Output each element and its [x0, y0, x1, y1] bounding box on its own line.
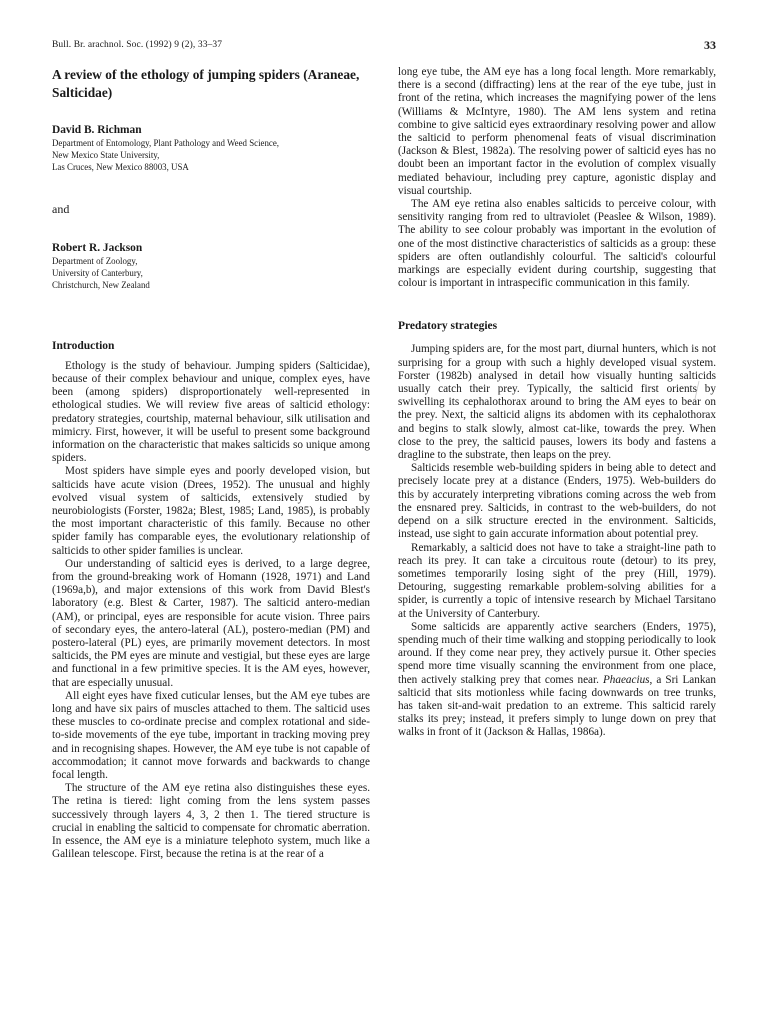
body-paragraph: Our understanding of salticid eyes is derived, to a large degree, from the ground-breaking work of Homann (1928, 1971) and Land (1969a,b), and major extensions of this work from David Blest's laboratory (e.g. Blest & Carter, 1987). The salticid antero-median (AM), or principal, eyes are responsible for acute vision. Three pairs of secondary eyes, the antero-lateral (AL), postero-median (PM) and postero-lateral (PL) eyes, are primarily movement detectors. In most salticids, the PM eyes are minute and vestigial, but these eyes are large and functional in a few primitive species. It is the AM eyes, however, that are especially unusual.: [52, 557, 370, 689]
right-column: [398, 66, 716, 740]
scan-mark-decoration: [694, 380, 700, 400]
body-paragraph: Most spiders have simple eyes and poorly developed vision, but salticids have acute vision (Drees, 1952). The unusual and highly evolved visual system of salticids, extensively studied by neurobiologists (Forster, 1982a; Blest, 1985; Land, 1985), is probably the most important characteristic of this family. Because no other spider family has comparable eyes, the evolutionary relationship of salticids to other spider families is unclear.: [52, 465, 370, 557]
article-title: A review of the ethology of jumping spiders (Araneae, Salticidae): [52, 67, 360, 100]
page-number: 33: [704, 38, 716, 52]
body-paragraph: The AM eye retina also enables salticids to perceive colour, with sensitivity ranging from red to ultraviolet (Peaslee & Wilson, 1989). The ability to see colour probably was important in the evolution of one of the most distinctive characteristics of salticids as a group: these spiders are often outlandishly colourful. The salticid's colourful markings are especially evident during courtship, suggesting that colour is important in intraspecific communication in this family.: [398, 198, 716, 290]
affiliation-line: Christchurch, New Zealand: [52, 279, 150, 290]
affiliation-line: Department of Zoology,: [52, 256, 138, 267]
body-paragraph: Ethology is the study of behaviour. Jumping spiders (Salticidae), because of their complex behaviour and unique, complex eyes, have been (among spiders) disproportionately well-represented in ethological studies. We will review five areas of salticid ethology: predatory strategies, courtship, maternal behaviour, silk utilisation and mimicry. First, however, it will be useful to present some background information on the characteristic that makes salticids so unique among spiders.: [52, 359, 370, 465]
body-paragraph-continued: long eye tube, the AM eye has a long focal length. More remarkably, there is a second (diffracting) lens at the rear of the eye tube, just in front of the retina, which increases the magnifying power of the lens (Williams & McIntyre, 1980). The AM lens system and retina combine to give salticid eyes extraordinary resolving power and allow the salticid to perform phenomenal feats of visual discrimination (Jackson & Blest, 1982a). The resolving power of salticid eyes has no doubt been an important factor in the evolution of complex visually mediated behaviour, including prey capture, agonistic display and visual courtship.: [398, 66, 716, 197]
author-conjunction: and: [52, 202, 70, 217]
paragraph-text: Some salticids are apparently active searchers (Enders, 1975), spending much of their time walking and stopping periodically to look around. If they come near prey, they actively pursue it. Other species spend more time visually scanning the environment from one place, then actively stalking prey that comes near.: [398, 620, 716, 686]
body-paragraph: [398, 621, 716, 740]
author-name-1: David B. Richman: [52, 124, 142, 136]
affiliation-line: University of Canterbury,: [52, 268, 143, 279]
author-affiliation-2: [52, 256, 370, 291]
left-column: [52, 66, 370, 862]
body-paragraph: Remarkably, a salticid does not have to take a straight-line path to reach its prey. It can take a circuitous route (detour) to its prey, sometimes temporarily losing sight of the prey (Hill, 1979). Detouring, suggesting remarkable problem-solving abilities for a spider, is currently a topic of intensive research by Michael Tarsitano at the University of Canterbury.: [398, 541, 716, 620]
genus-name-italic: Phaeacius: [602, 673, 650, 686]
body-paragraph: All eight eyes have fixed cuticular lenses, but the AM eye tubes are long and have six pairs of muscles attached to them. The salticid uses these muscles to co-ordinate precise and complex rotational and side-to-side movements of the eye tube, important in tracking moving prey and in recognising shapes. However, the AM eye tube is not capable of accommodation; it cannot move forwards and backwards to change focal length.: [52, 689, 370, 782]
journal-reference: Bull. Br. arachnol. Soc. (1992) 9 (2), 33–37: [52, 40, 223, 50]
paragraph-text: , a Sri Lankan salticid that sits motionless while facing downwards on tree trunks, has taken sit-and-wait predation to an extreme. This salticid rarely stalks its prey; instead, it prefers simply to lunge down on prey that walks in front of it (Jackson & Hallas, 1986a).: [398, 673, 716, 739]
section-heading-introduction: Introduction: [52, 339, 115, 352]
section-heading-predatory-strategies: Predatory strategies: [398, 320, 498, 333]
affiliation-line: Las Cruces, New Mexico 88003, USA: [52, 161, 189, 172]
affiliation-line: New Mexico State University,: [52, 149, 160, 160]
body-paragraph: Salticids resemble web-building spiders in being able to detect and precisely locate prey at a distance (Enders, 1975). Web-builders do this by accurately interpreting vibrations coming across the web from the ensnared prey. Salticids, in contrast to the web-builders, do not depend on a silk structure erected in the environment. Salticids, instead, use sight to gain accurate information about potential prey.: [398, 462, 716, 541]
body-paragraph: The structure of the AM eye retina also distinguishes these eyes. The retina is tiered: light coming from the lens system passes successively through layers 4, 3, 2 then 1. The tiered structure is crucial in enabling the salticid to compensate for chromatic aberration. In essence, the AM eye is a miniature telephoto system, much like a Galilean telescope. First, because the retina is at the rear of a: [52, 782, 370, 861]
affiliation-line: Department of Entomology, Plant Pathology and Weed Science,: [52, 138, 280, 148]
author-name-2: Robert R. Jackson: [52, 242, 143, 255]
author-affiliation-1: [52, 138, 370, 173]
body-paragraph: Jumping spiders are, for the most part, diurnal hunters, which is not surprising for a group with such a highly developed visual system. Forster (1982b) analysed in detail how visually hunting salticids usually catch their prey. Typically, the salticid first orients by swivelling its cephalothorax around to bring the AM eyes to bear on the prey. Next, the salticid aligns its abdomen with its cephalothorax and begins to stalk slowly, almost cat-like, towards the prey. When close to the prey, the salticid pauses, lowers its body and fastens a dragline to the substrate, then leaps on the prey.: [398, 343, 716, 462]
